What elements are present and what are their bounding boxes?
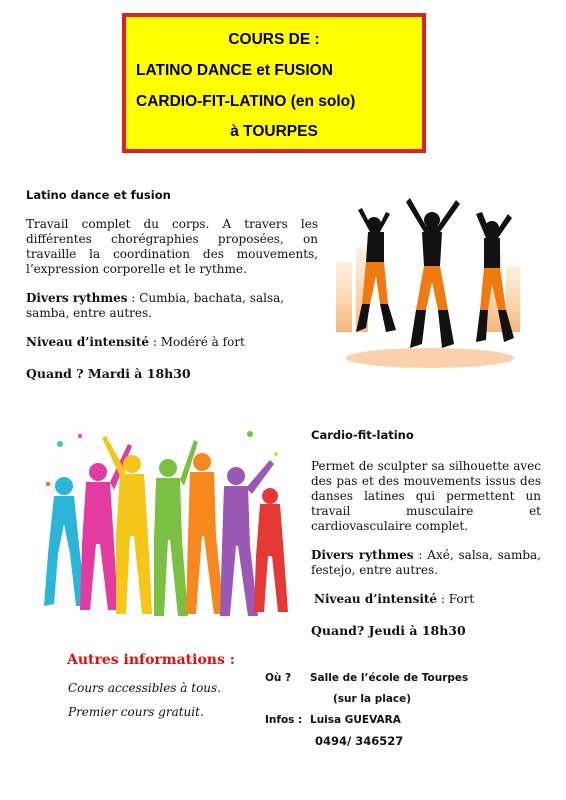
- rhythms-label: Divers rythmes: [26, 291, 128, 305]
- intensity-label: Niveau d’intensité: [26, 335, 150, 349]
- infos-label: Infos :: [265, 714, 303, 726]
- rhythms-label: Divers rythmes: [311, 548, 414, 562]
- intensity-value: : Fort: [437, 592, 475, 606]
- section-cardio-intensity: [311, 592, 541, 607]
- floor-glow: [346, 348, 514, 368]
- contact-infos: [265, 710, 468, 731]
- section-cardio-title: Cardio-fit-latino: [311, 428, 414, 442]
- section-latino-dance: [26, 188, 318, 381]
- colorful-dancers-image: [40, 424, 292, 632]
- section-latino-when: Quand ? Mardi à 18h30: [26, 366, 191, 381]
- title-line-2: LATINO DANCE et FUSION: [136, 62, 333, 79]
- where-value: Salle de l’école de Tourpes: [310, 672, 469, 684]
- contact-where-detail: (sur la place): [333, 693, 412, 705]
- info-line-accessible: Cours accessibles à tous.: [68, 681, 222, 695]
- intensity-value: : Modéré à fort: [149, 335, 245, 349]
- title-line-1: COURS DE :: [228, 31, 320, 48]
- info-line-free-first: Premier cours gratuit.: [68, 705, 204, 719]
- section-cardio-description: Permet de sculpter sa silhouette avec des pas et des mouvements issus des danses latines qui permettent un travail musculaire et cardiovasculaire complet.: [311, 459, 541, 533]
- intensity-label: Niveau d’intensité: [314, 592, 438, 606]
- other-info-title: Autres informations :: [67, 652, 235, 668]
- section-cardio-fit: [311, 428, 541, 638]
- section-latino-rhythms: [26, 291, 318, 321]
- section-latino-intensity: [26, 335, 318, 350]
- where-label: Où ?: [265, 672, 292, 684]
- section-cardio-when: Quand? Jeudi à 18h30: [311, 623, 466, 638]
- infos-value: Luisa GUEVARA: [310, 714, 401, 726]
- orange-dancers-image: [336, 192, 524, 374]
- contact-phone: 0494/ 346527: [315, 734, 404, 748]
- title-box: [122, 13, 426, 153]
- other-info-lines: [68, 676, 221, 724]
- title-line-3: CARDIO-FIT-LATINO (en solo): [136, 93, 356, 110]
- rhythms-value: : Cumbia, bachata, salsa, samba, entre autres.: [26, 291, 285, 320]
- section-cardio-rhythms: [311, 548, 541, 578]
- contact-where: [265, 668, 468, 689]
- dancer-silhouettes: [44, 436, 288, 616]
- title-line-4: à TOURPES: [230, 123, 318, 140]
- section-latino-description: Travail complet du corps. A travers les différentes chorégraphies proposées, on travaille la coordination des mouvements, l’expression corporelle et le rythme.: [26, 217, 318, 276]
- dancer-center: [406, 198, 460, 348]
- section-latino-title: Latino dance et fusion: [26, 188, 171, 202]
- contact-block: [265, 668, 468, 752]
- rhythms-value: : Axé, salsa, samba, festejo, entre autres.: [311, 548, 541, 577]
